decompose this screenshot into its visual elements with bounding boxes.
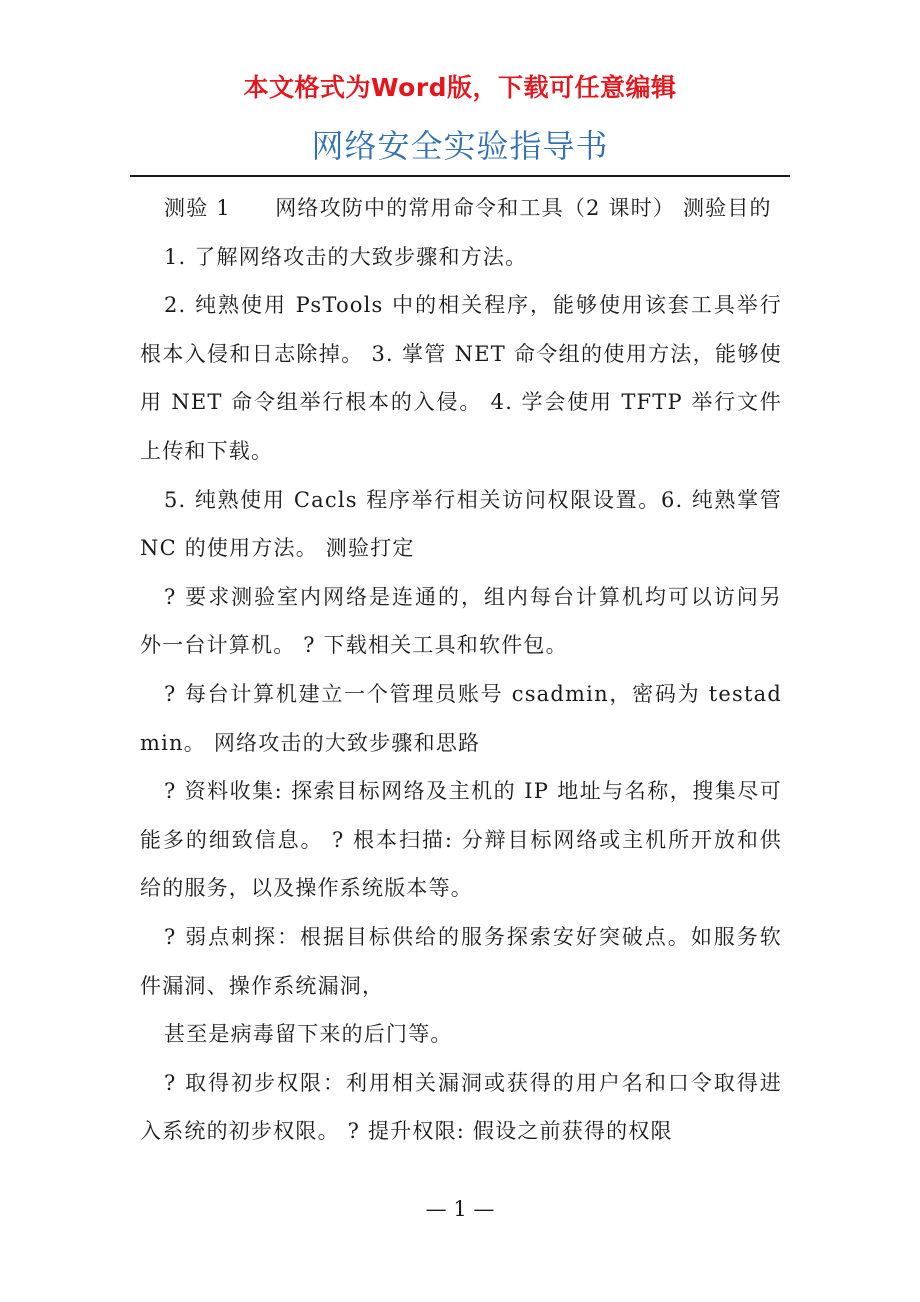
paragraph-objectives-5-6: 5. 纯熟使用 Cacls 程序举行相关访问权限设置。6. 纯熟掌管 NC 的使用方法。 测验打定	[140, 487, 782, 561]
paragraph-objectives-2-4: 2. 纯熟使用 PsTools 中的相关程序，能够使用该套工具举行根本入侵和日志除掉。 3. 掌管 NET 命令组的使用方法，能够使用 NET 命令组举行根本的入侵。 4. 学会使用 TFTP 举行文件上传和下载。	[140, 293, 782, 463]
title-divider	[130, 175, 790, 177]
paragraph-step-backdoor: 甚至是病毒留下来的后门等。	[164, 1022, 453, 1047]
document-body	[140, 184, 782, 1156]
download-notice-banner: 本文格式为Word版，下载可任意编辑	[243, 73, 677, 102]
paragraph-objective-1: 1. 了解网络攻击的大致步骤和方法。	[164, 244, 528, 269]
paragraph-experiment-heading: 测验 1 网络攻防中的常用命令和工具（2 课时） 测验目的	[164, 196, 772, 220]
paragraph-step-initial-access: ? 取得初步权限：利用相关漏洞或获得的用户名和口令取得进入系统的初步权限。 ? 提升权限: 假设之前获得的权限	[140, 1070, 782, 1144]
paragraph-preparation-account: ? 每台计算机建立一个管理员账号 csadmin，密码为 testadmin。 网络攻击的大致步骤和思路	[140, 681, 782, 755]
page-number: — 1 —	[425, 1197, 495, 1221]
document-title: 网络安全实验指导书	[311, 127, 609, 165]
paragraph-step-weakness-probe: ? 弱点刺探：根据目标供给的服务探索安好突破点。如服务软件漏洞、操作系统漏洞，	[140, 924, 782, 998]
paragraph-preparation-network: ? 要求测验室内网络是连通的，组内每台计算机均可以访问另外一台计算机。 ? 下载相关工具和软件包。	[140, 584, 782, 658]
paragraph-step-info-gathering: ? 资料收集: 探索目标网络及主机的 IP 地址与名称，搜集尽可能多的细致信息。 ? 根本扫描: 分辩目标网络或主机所开放和供给的服务，以及操作系统版本等。	[140, 779, 782, 901]
